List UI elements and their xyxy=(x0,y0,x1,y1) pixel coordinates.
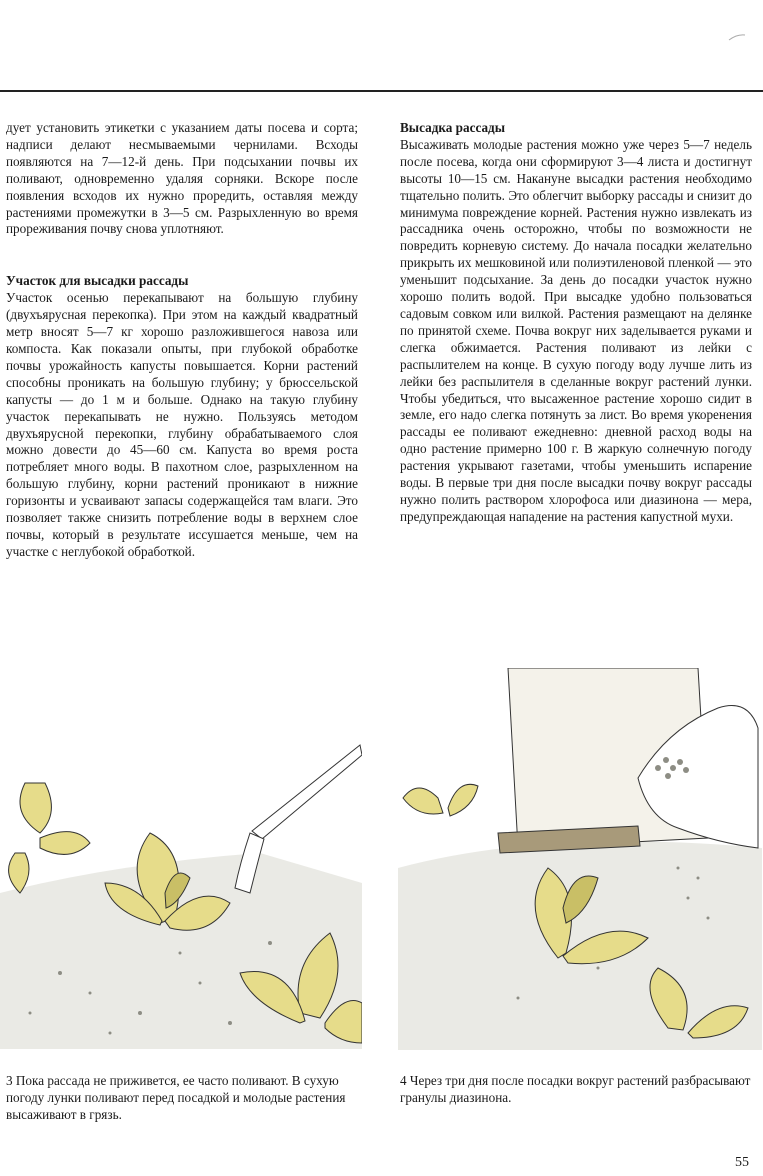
caption-4-text: Через три дня после посадки вокруг растений разбрасывают гранулы диазинона. xyxy=(400,1073,751,1105)
left-paragraph-1: дует установить этикетки с указанием даты посева и сорта; надписи делают несмываемыми чернилами. Всходы появляются на 7—12-й день. При подсыхании почвы их поливают, одновременно удаляя сорняки. Вскоре после появления всходов их нужно проредить, оставляя между растениями промежутки в 3—5 см. Разрыхленную во время прореживания почву снова уплотняют. xyxy=(6,120,358,237)
illustration-scattering-granules xyxy=(398,668,762,1050)
right-paragraph-1: Высаживать молодые растения можно уже через 5—7 недель после посева, когда они сформируют 3—4 листа и достигнут высоты 10—15 см. Накануне высадки растения необходимо тщательно полить. Это облегчит выборку рассады и снизит до минимума повреждение корней. Растения нужно извлекать из рассадника очень осторожно, чтобы по возможности не повредить корневую систему. До начала посадки желательно прикрыть их мешковиной или полиэтиленовой пленкой — это уменьшит подсыхание. За день до посадки участок нужно хорошо полить водой. При высадке удобно пользоваться садовым совком или вилкой. Растения размещают на делянке по принятой схеме. Почва вокруг них заделывается руками и слегка обжимается. Растения поливают из лейки с распылителем на конце. В сухую погоду воду лучше лить из лейки без распылителя в сделанные вокруг растений лунки. Чтобы убедиться, что высаженное растение хорошо сидит в земле, его надо слегка потянуть за лист. Во время укоренения рассады ее поливают ежедневно: дневной расход воды на одно растение примерно 100 г. В жаркую солнечную погоду растения укрывают газетами, чтобы уменьшить испарение воды. В первые три дня после высадки почву вокруг рассады нужно полить раствором хлорофоса или диазинона — мера, предупреждающая нападение на растения капустной мухи. xyxy=(400,136,752,524)
left-column xyxy=(6,120,358,561)
caption-3-number: 3 xyxy=(6,1073,13,1088)
caption-3 xyxy=(6,1073,358,1124)
page-number: 55 xyxy=(735,1155,749,1170)
caption-4-number: 4 xyxy=(400,1073,407,1088)
illustration-watering-seedlings xyxy=(0,743,362,1049)
header-rule xyxy=(0,90,763,92)
right-column xyxy=(400,120,752,526)
caption-4 xyxy=(400,1073,752,1107)
section-heading-site: Участок для высадки рассады xyxy=(6,273,189,289)
left-paragraph-2: Участок осенью перекапывают на большую глубину (двухъярусная перекопка). При этом на каждый квадратный метр вносят 5—7 кг хорошо разложившегося навоза или компоста. Как показали опыты, при глубокой обработке почвы урожайность капусты повышается. Корни растений способны проникать на большую глубину; у брюссельской капусты — до 1 м и больше. Однако на такую глубину участок перекапывать не нужно. Пользуясь методом двухъярусной перекопки, глубину обрабатываемого слоя можно довести до 45—60 см. Капуста во время роста потребляет много воды. В пахотном слое, разрыхленном на большую глубину, корни растений проникают в нижние горизонты и усваивают запасы содержащейся там влаги. Это позволяет также снизить потребление воды в верхнем слое почвы, который в результате иссушается меньше, чем на участке с неглубокой обработкой. xyxy=(6,290,358,559)
corner-mark xyxy=(728,28,746,36)
section-heading-transplant: Высадка рассады xyxy=(400,120,506,135)
caption-3-text: Пока рассада не приживется, ее часто поливают. В сухую погоду лунки поливают перед посадкой и молодые растения высаживают в грязь. xyxy=(6,1073,346,1122)
